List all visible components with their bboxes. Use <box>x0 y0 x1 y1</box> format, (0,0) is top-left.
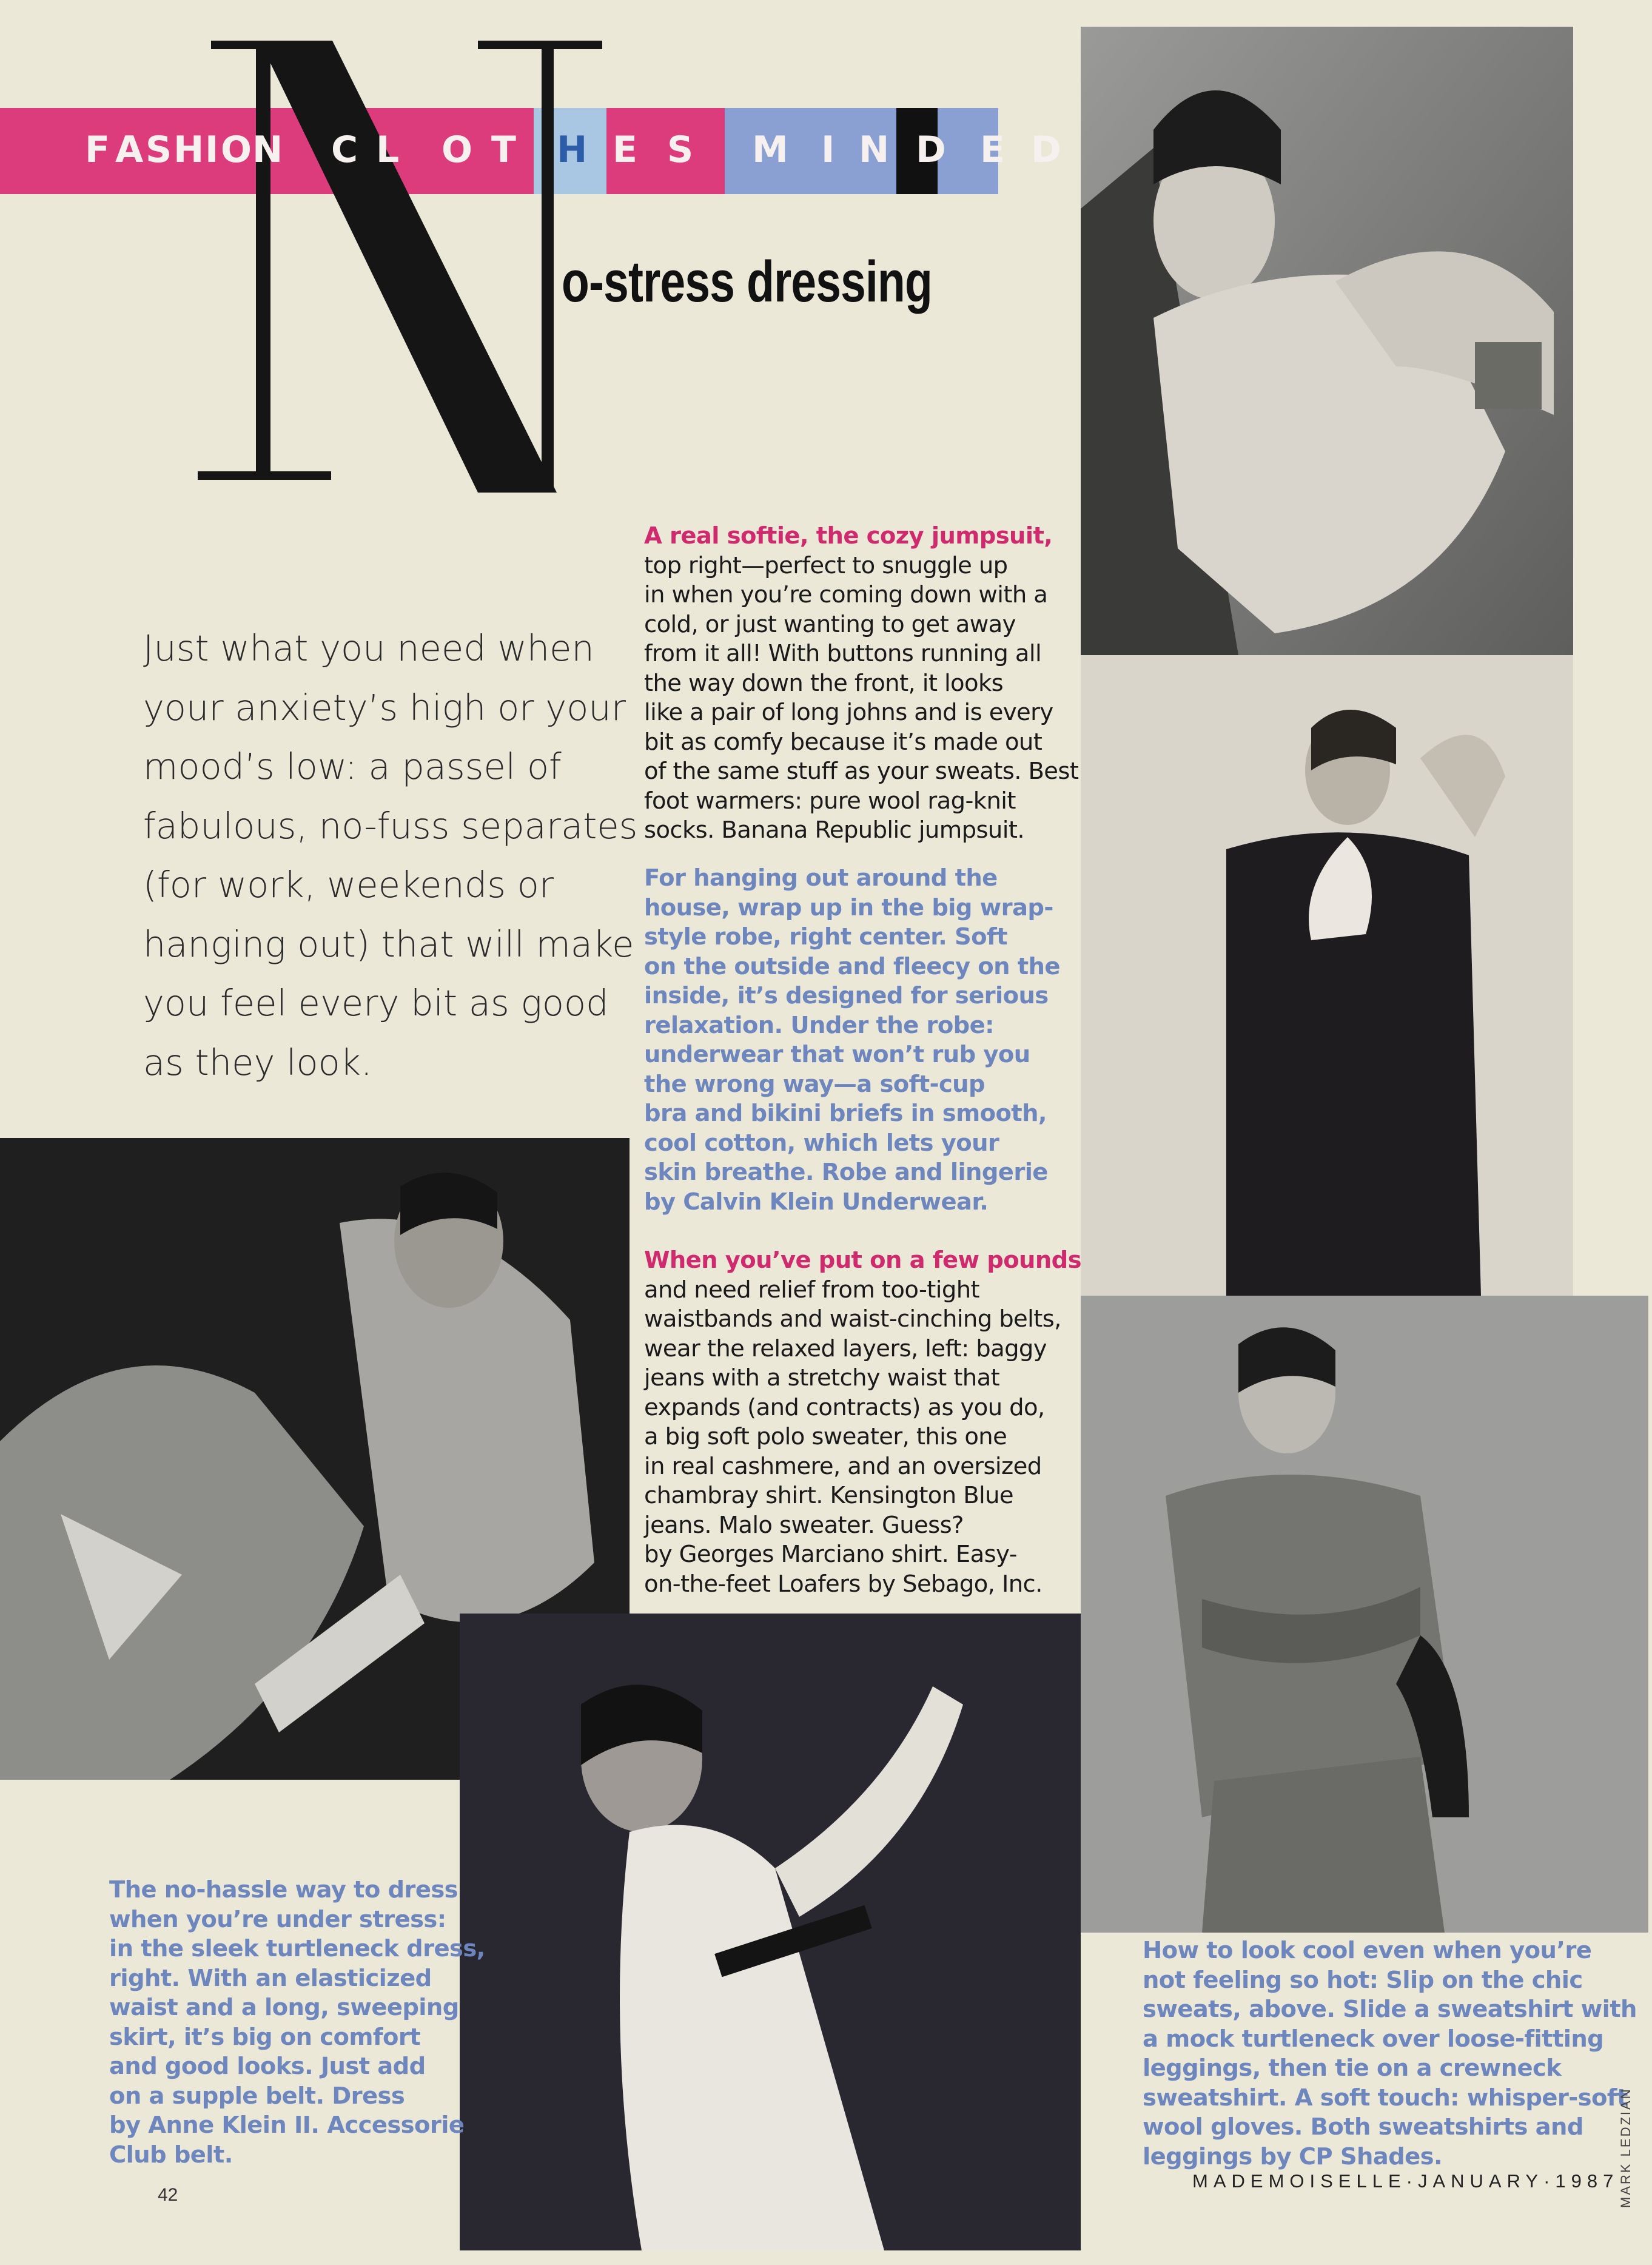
caption-line: sweats, above. Slide a sweatshirt with <box>1143 1996 1637 2023</box>
intro-line: you feel every bit as good <box>143 982 609 1024</box>
caption-line: in when you’re coming down with a <box>644 581 1048 608</box>
caption-line: cold, or just wanting to get away <box>644 610 1016 638</box>
caption-line: of the same stuff as your sweats. Best <box>644 758 1079 785</box>
caption-line: waistbands and waist-cinching belts, <box>644 1305 1061 1333</box>
caption-line: by Georges Marciano shirt. Easy- <box>644 1541 1017 1568</box>
caption-line: not feeling so hot: Slip on the chic <box>1143 1966 1583 1994</box>
caption-line: bra and bikini briefs in smooth, <box>644 1100 1047 1127</box>
banner-letter: H <box>173 129 204 171</box>
banner-letter: S <box>667 129 694 171</box>
caption-line: skin breathe. Robe and lingerie <box>644 1159 1048 1186</box>
caption-line: top right—perfect to snuggle up <box>644 551 1008 579</box>
caption-line: chambray shirt. Kensington Blue <box>644 1482 1013 1509</box>
drop-cap-n <box>193 13 605 499</box>
caption-lead: When you’ve put on a few pounds <box>644 1247 1081 1274</box>
caption-robe <box>644 864 1060 1217</box>
caption-sweats <box>1143 1936 1637 2172</box>
intro-line: Just what you need when <box>143 627 594 669</box>
caption-line: The no-hassle way to dress <box>109 1876 458 1903</box>
caption-nohassle <box>109 1876 485 2170</box>
caption-line: expands (and contracts) as you do, <box>644 1393 1045 1421</box>
caption-line: right. With an elasticized <box>109 1964 432 1992</box>
caption-pounds <box>644 1246 1081 1599</box>
intro-line: hanging out) that will make <box>143 923 634 965</box>
caption-line: skirt, it’s big on comfort <box>109 2023 421 2051</box>
banner-letter: E <box>613 129 637 171</box>
banner-letter: H <box>557 129 588 171</box>
caption-line: underwear that won’t rub you <box>644 1041 1030 1068</box>
caption-line: house, wrap up in the big wrap- <box>644 894 1053 921</box>
caption-line: sweatshirt. A soft touch: whisper-soft <box>1143 2084 1628 2112</box>
headline: o-stress dressing <box>562 249 932 314</box>
caption-line: bit as comfy because it’s made out <box>644 728 1043 756</box>
caption-line: a big soft polo sweater, this one <box>644 1423 1007 1450</box>
intro-line: (for work, weekends or <box>143 864 554 906</box>
banner-letter: T <box>491 129 516 171</box>
banner-letter: O <box>442 129 473 171</box>
issue-footer-text: MADEMOISELLE·JANUARY·1987 <box>1192 2170 1619 2192</box>
caption-line: by Calvin Klein Underwear. <box>644 1188 989 1216</box>
photo-robe <box>1081 655 1573 1296</box>
banner-letter: L <box>376 129 400 171</box>
caption-line: jeans with a stretchy waist that <box>644 1364 1000 1392</box>
caption-line: in real cashmere, and an oversized <box>644 1452 1042 1480</box>
caption-line: leggings, then tie on a crewneck <box>1143 2055 1562 2082</box>
caption-line: by Anne Klein II. Accessorie <box>109 2112 465 2139</box>
banner-letter: D <box>916 129 946 171</box>
caption-line: on the outside and fleecy on the <box>644 952 1060 980</box>
intro-line: as they look. <box>143 1041 372 1083</box>
caption-line: How to look cool even when you’re <box>1143 1937 1592 1964</box>
photo-credit-text: MARK LEDZIAN <box>1618 2087 1633 2208</box>
banner-letter: F <box>85 129 110 171</box>
caption-line: when you’re under stress: <box>109 1905 446 1933</box>
caption-line: on-the-feet Loafers by Sebago, Inc. <box>644 1570 1043 1598</box>
caption-line: For hanging out around the <box>644 864 998 892</box>
photo-jumpsuit <box>1081 27 1573 655</box>
banner-letter: N <box>252 129 283 171</box>
page-number: 42 <box>158 2185 178 2205</box>
intro-line: mood’s low: a passel of <box>143 745 562 787</box>
caption-line: Club belt. <box>109 2141 233 2169</box>
caption-jumpsuit <box>644 522 1078 846</box>
intro-text <box>143 619 638 1092</box>
banner-letter: C <box>331 129 358 171</box>
caption-line: style robe, right center. Soft <box>644 923 1007 951</box>
banner-letter: M <box>752 129 788 171</box>
photo-sweats <box>1081 1296 1648 1933</box>
caption-line: in the sleek turtleneck dress, <box>109 1935 485 1962</box>
caption-line: the wrong way—a soft-cup <box>644 1070 985 1098</box>
photo-turtleneck <box>460 1614 1081 2250</box>
caption-line: leggings by CP Shades. <box>1143 2142 1442 2170</box>
caption-line: and need relief from too-tight <box>644 1276 980 1304</box>
caption-line: socks. Banana Republic jumpsuit. <box>644 816 1024 844</box>
intro-line: your anxiety’s high or your <box>143 686 626 729</box>
caption-line: waist and a long, sweeping <box>109 1994 459 2021</box>
banner-letter: I <box>205 129 219 171</box>
banner-letter: E <box>980 129 1005 171</box>
caption-line: and good looks. Just add <box>109 2053 426 2080</box>
banner-letter: S <box>146 129 172 171</box>
intro-line: fabulous, no-fuss separates <box>143 804 638 847</box>
banner-letter: O <box>221 129 252 171</box>
caption-line: on a supple belt. Dress <box>109 2082 405 2110</box>
caption-line: like a pair of long johns and is every <box>644 699 1053 726</box>
photo-credit <box>1618 2056 1642 2208</box>
banner-letter: I <box>821 129 835 171</box>
caption-line: inside, it’s designed for serious <box>644 982 1049 1009</box>
caption-line: jeans. Malo sweater. Guess? <box>644 1511 964 1539</box>
banner-letter: D <box>1031 129 1061 171</box>
caption-line: cool cotton, which lets your <box>644 1129 999 1157</box>
caption-line: wear the relaxed layers, left: baggy <box>644 1334 1047 1362</box>
banner-letter: A <box>115 129 144 171</box>
caption-line: the way down the front, it looks <box>644 669 1004 697</box>
caption-line: a mock turtleneck over loose-fitting <box>1143 2025 1604 2053</box>
caption-line: relaxation. Under the robe: <box>644 1011 994 1039</box>
caption-lead: A real softie, the cozy jumpsuit, <box>644 522 1053 550</box>
caption-line: wool gloves. Both sweatshirts and <box>1143 2113 1583 2141</box>
caption-line: from it all! With buttons running all <box>644 640 1042 667</box>
issue-footer <box>1192 2170 1619 2192</box>
banner-letter: N <box>859 129 890 171</box>
caption-line: foot warmers: pure wool rag-knit <box>644 787 1016 815</box>
